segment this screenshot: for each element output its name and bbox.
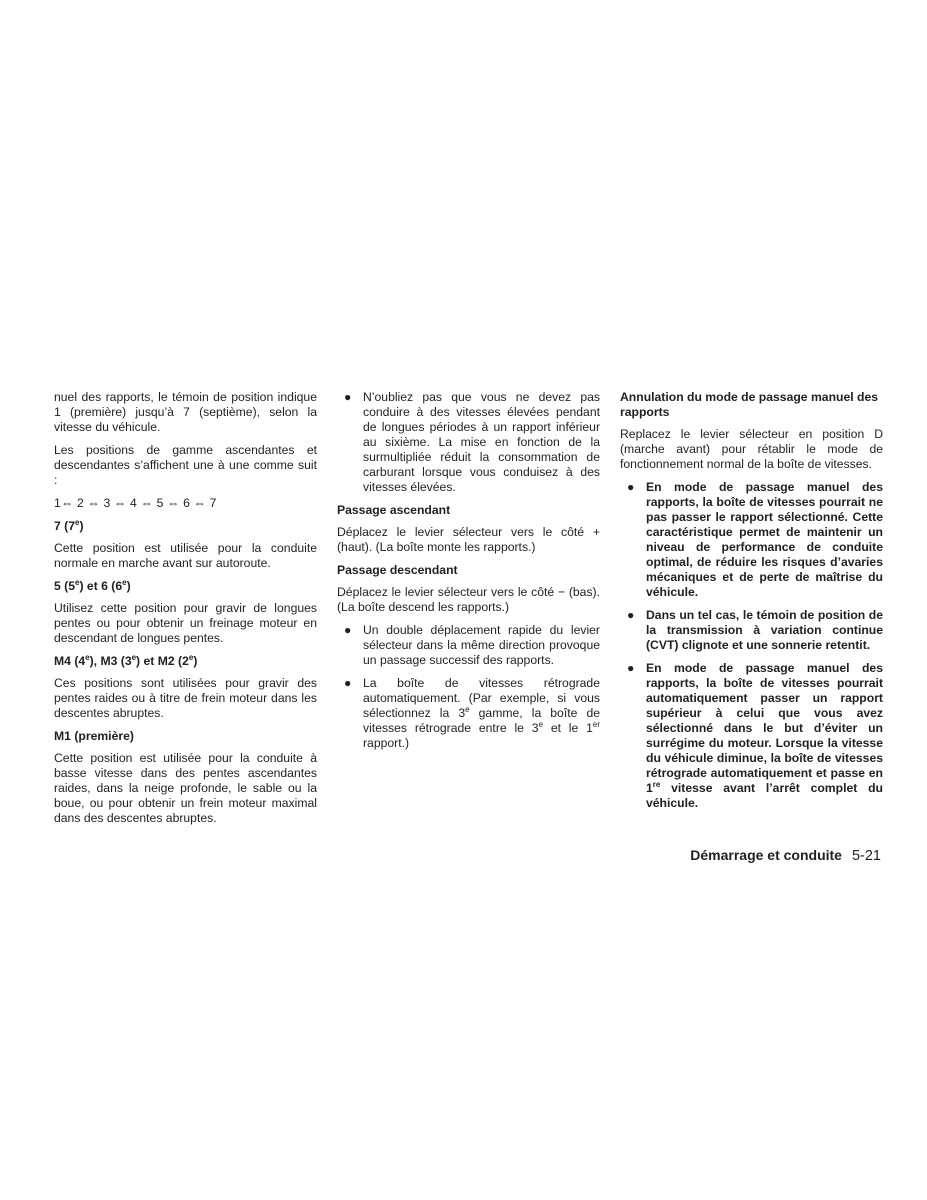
list-item: ● Un double déplacement rapide du levier sélecteur dans la même direction provoque un passage successif des rapports.	[344, 623, 600, 667]
list-item: ● En mode de passage manuel des rapports, la boîte de vitesses pourrait ne pas passer le rapport sélectionné. Cette caractéristique permet de maintenir un niveau de performance de conduite optimal, de réduire les risques d’avaries mécaniques et de perte de maîtrise du véhicule.	[627, 480, 883, 599]
column-right	[620, 390, 883, 819]
heading-passage-ascendant: Passage ascendant	[337, 503, 451, 517]
heading-m4-m3-m2: M4 (4e), M3 (3e) et M2 (2e)	[54, 653, 198, 668]
section-title: Démarrage et conduite	[690, 847, 842, 863]
heading-7: 7 (7e)	[54, 518, 84, 533]
paragraph-passage-ascendant: Déplacez le levier sélecteur vers le côté + (haut). (La boîte monte les rapports.)	[337, 525, 600, 554]
paragraph-gamme: Les positions de gamme ascendantes et descendantes s’affichent une à une comme suit :	[54, 443, 317, 487]
paragraph-intro: nuel des rapports, le témoin de position indique 1 (première) jusqu’à 7 (septième), selon la vitesse du véhicule.	[54, 390, 317, 434]
bullet-list-3	[620, 480, 883, 811]
bullet-list-2	[337, 623, 600, 751]
heading-passage-descendant: Passage descendant	[337, 563, 458, 577]
list-item: ● La boîte de vitesses rétrograde automatiquement. (Par exemple, si vous sélectionnez la 3e gamme, la boîte de vitesses rétrograde entre le 3e et le 1er rapport.)	[344, 676, 601, 750]
paragraph-annulation: Replacez le levier sélecteur en position D (marche avant) pour rétablir le mode de fonctionnement normal de la boîte de vitesses.	[620, 427, 883, 471]
list-item: ● N’oubliez pas que vous ne devez pas conduire à des vitesses élevées pendant de longues périodes à un rapport inférieur au sixième. La mise en fonction de la surmultipliée réduit la consommation de carburant lorsque vous conduisez à des vitesses élevées.	[344, 390, 600, 494]
paragraph-passage-descendant: Déplacez le levier sélecteur vers le côté − (bas). (La boîte descend les rapports.)	[337, 585, 600, 614]
list-item: ● Dans un tel cas, le témoin de position de la transmission à variation continue (CVT) clignote et une sonnerie retentit.	[627, 608, 883, 652]
bullet-list-1	[337, 390, 600, 495]
bullet-icon: ●	[344, 390, 352, 404]
bullet-icon: ●	[344, 676, 352, 690]
heading-5-6: 5 (5e) et 6 (6e)	[54, 578, 131, 593]
bullet-icon: ●	[627, 608, 635, 622]
paragraph-m1: Cette position est utilisée pour la conduite à basse vitesse dans des pentes ascendantes raides, dans la neige profonde, le sable ou la boue, ou pour obtenir un frein moteur maximal dans des descentes abruptes.	[54, 751, 317, 825]
list-item: ● En mode de passage manuel des rapports, la boîte de vitesses pourrait automatiquement passer un rapport supérieur à celui que vous avez sélectionné dans le but d’éviter un surrégime du moteur. Lorsque la vitesse du véhicule diminue, la boîte de vitesses rétrograde automatiquement et passe en 1re vitesse avant l’arrêt complet du véhicule.	[627, 661, 883, 810]
page-footer	[690, 848, 881, 864]
bullet-icon: ●	[344, 623, 352, 637]
gear-sequence: 1⇔ 2 ⇔ 3 ⇔ 4 ⇔ 5 ⇔ 6 ⇔ 7	[54, 496, 217, 510]
paragraph-5-6: Utilisez cette position pour gravir de longues pentes ou pour obtenir un freinage moteur en descendant de longues pentes.	[54, 601, 317, 645]
bullet-icon: ●	[627, 480, 635, 494]
column-left	[54, 390, 317, 834]
bullet-icon: ●	[627, 661, 635, 675]
paragraph-m4-m3-m2: Ces positions sont utilisées pour gravir des pentes raides ou à titre de frein moteur dans les descentes abruptes.	[54, 676, 317, 720]
heading-m1: M1 (première)	[54, 729, 134, 743]
column-middle	[337, 390, 600, 759]
heading-annulation: Annulation du mode de passage manuel des rapports	[620, 390, 879, 419]
page-number: 5-21	[851, 848, 881, 864]
paragraph-7: Cette position est utilisée pour la conduite normale en marche avant sur autoroute.	[54, 541, 317, 570]
